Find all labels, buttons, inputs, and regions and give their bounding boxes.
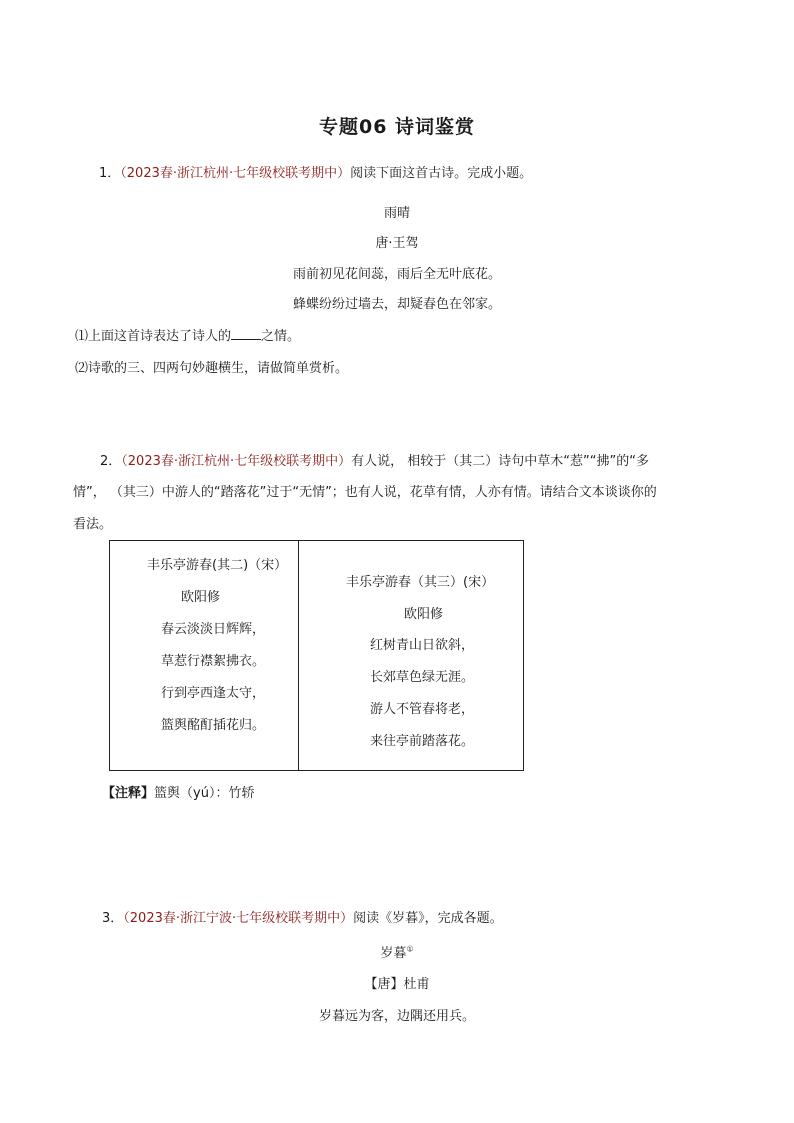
question-1-prompt: 阅读下面这首古诗。完成小题。 — [350, 166, 533, 181]
left-poem-line-2: 草惹行襟絮拂衣。 — [161, 654, 266, 669]
right-poem-line-1: 红树青山日欲斜， — [370, 638, 475, 653]
poem-3-author — [0, 973, 794, 992]
sub-1-text-before: ⑴上面这首诗表达了诗人的 — [75, 329, 232, 344]
annotation-label: 【注释】 — [102, 786, 155, 801]
poem-1-author: 唐·王驾 — [375, 236, 419, 251]
right-poem-line-4: 来往亭前踏落花。 — [370, 734, 475, 749]
question-1-sub-1 — [75, 325, 300, 344]
question-1-sub-2: ⑵诗歌的三、四两句妙趣横生，请做简单赏析。 — [75, 361, 349, 376]
question-1-number: 1． — [99, 166, 121, 181]
annotation-text: 篮舆（yú）：竹轿 — [154, 786, 255, 801]
sub-1-text-after: 之情。 — [261, 329, 301, 344]
question-3-header — [102, 911, 503, 927]
answer-blank[interactable] — [231, 327, 261, 340]
poem-3-title-text: 岁暮 — [380, 946, 407, 961]
question-1-header — [99, 166, 532, 182]
right-poem-line-3: 游人不管春将老， — [370, 702, 475, 717]
left-poem-line-3: 行到亭西逢太守， — [161, 686, 266, 701]
right-poem-line-2: 长郊草色绿无涯。 — [370, 670, 475, 685]
question-3-source: （2023春·浙江宁波·七年级校联考期中） — [123, 911, 354, 926]
question-3-prompt: 阅读《岁暮》，完成各题。 — [353, 911, 503, 926]
footnote-mark: ① — [406, 944, 414, 954]
poem-3-line-1: 岁暮远为客，边隅还用兵。 — [318, 1009, 475, 1024]
poem-1-line-1: 雨前初见花间蕊，雨后全无叶底花。 — [292, 267, 501, 282]
left-poem-author: 欧阳修 — [181, 590, 221, 605]
poem-3-author-name: 杜甫 — [403, 977, 430, 992]
left-poem-title: 丰乐亭游春(其二)（宋） — [147, 558, 288, 573]
question-2-prompt-2: 情”， （其三）中游人的“踏落花”过于“无情”；也有人说，花草有情，人亦有情。请结合文本谈谈你的 — [73, 485, 657, 500]
poem-comparison-table — [109, 540, 524, 771]
question-1-source: （2023春·浙江杭州·七年级校联考期中） — [120, 166, 351, 181]
annotation — [102, 782, 254, 801]
page-title: 专题06 诗词鉴赏 — [318, 116, 476, 138]
question-2-source: （2023春·浙江杭州·七年级校联考期中） — [121, 454, 352, 469]
poem-3-dynasty: 【唐】 — [364, 977, 404, 992]
question-2-number: 2． — [100, 454, 122, 469]
poem-3-title — [0, 942, 794, 961]
poem-1-title: 雨晴 — [383, 206, 410, 221]
question-3-number: 3． — [102, 911, 124, 926]
left-poem-line-1: 春云淡淡日辉辉， — [161, 622, 266, 637]
left-poem-line-4: 篮舆酩酊插花归。 — [161, 718, 266, 733]
question-2-prompt-1: 有人说， 相较于（其二）诗句中草木“惹”“拂”的“多 — [351, 454, 649, 469]
question-2-body — [73, 446, 723, 478]
right-poem-author: 欧阳修 — [404, 607, 444, 622]
right-poem-title: 丰乐亭游春（其三）(宋） — [346, 575, 495, 590]
poem-1-line-2: 蜂蝶纷纷过墙去，却疑春色在邻家。 — [292, 297, 501, 312]
table-divider — [298, 541, 299, 770]
question-2-prompt-3: 看法。 — [73, 517, 113, 532]
